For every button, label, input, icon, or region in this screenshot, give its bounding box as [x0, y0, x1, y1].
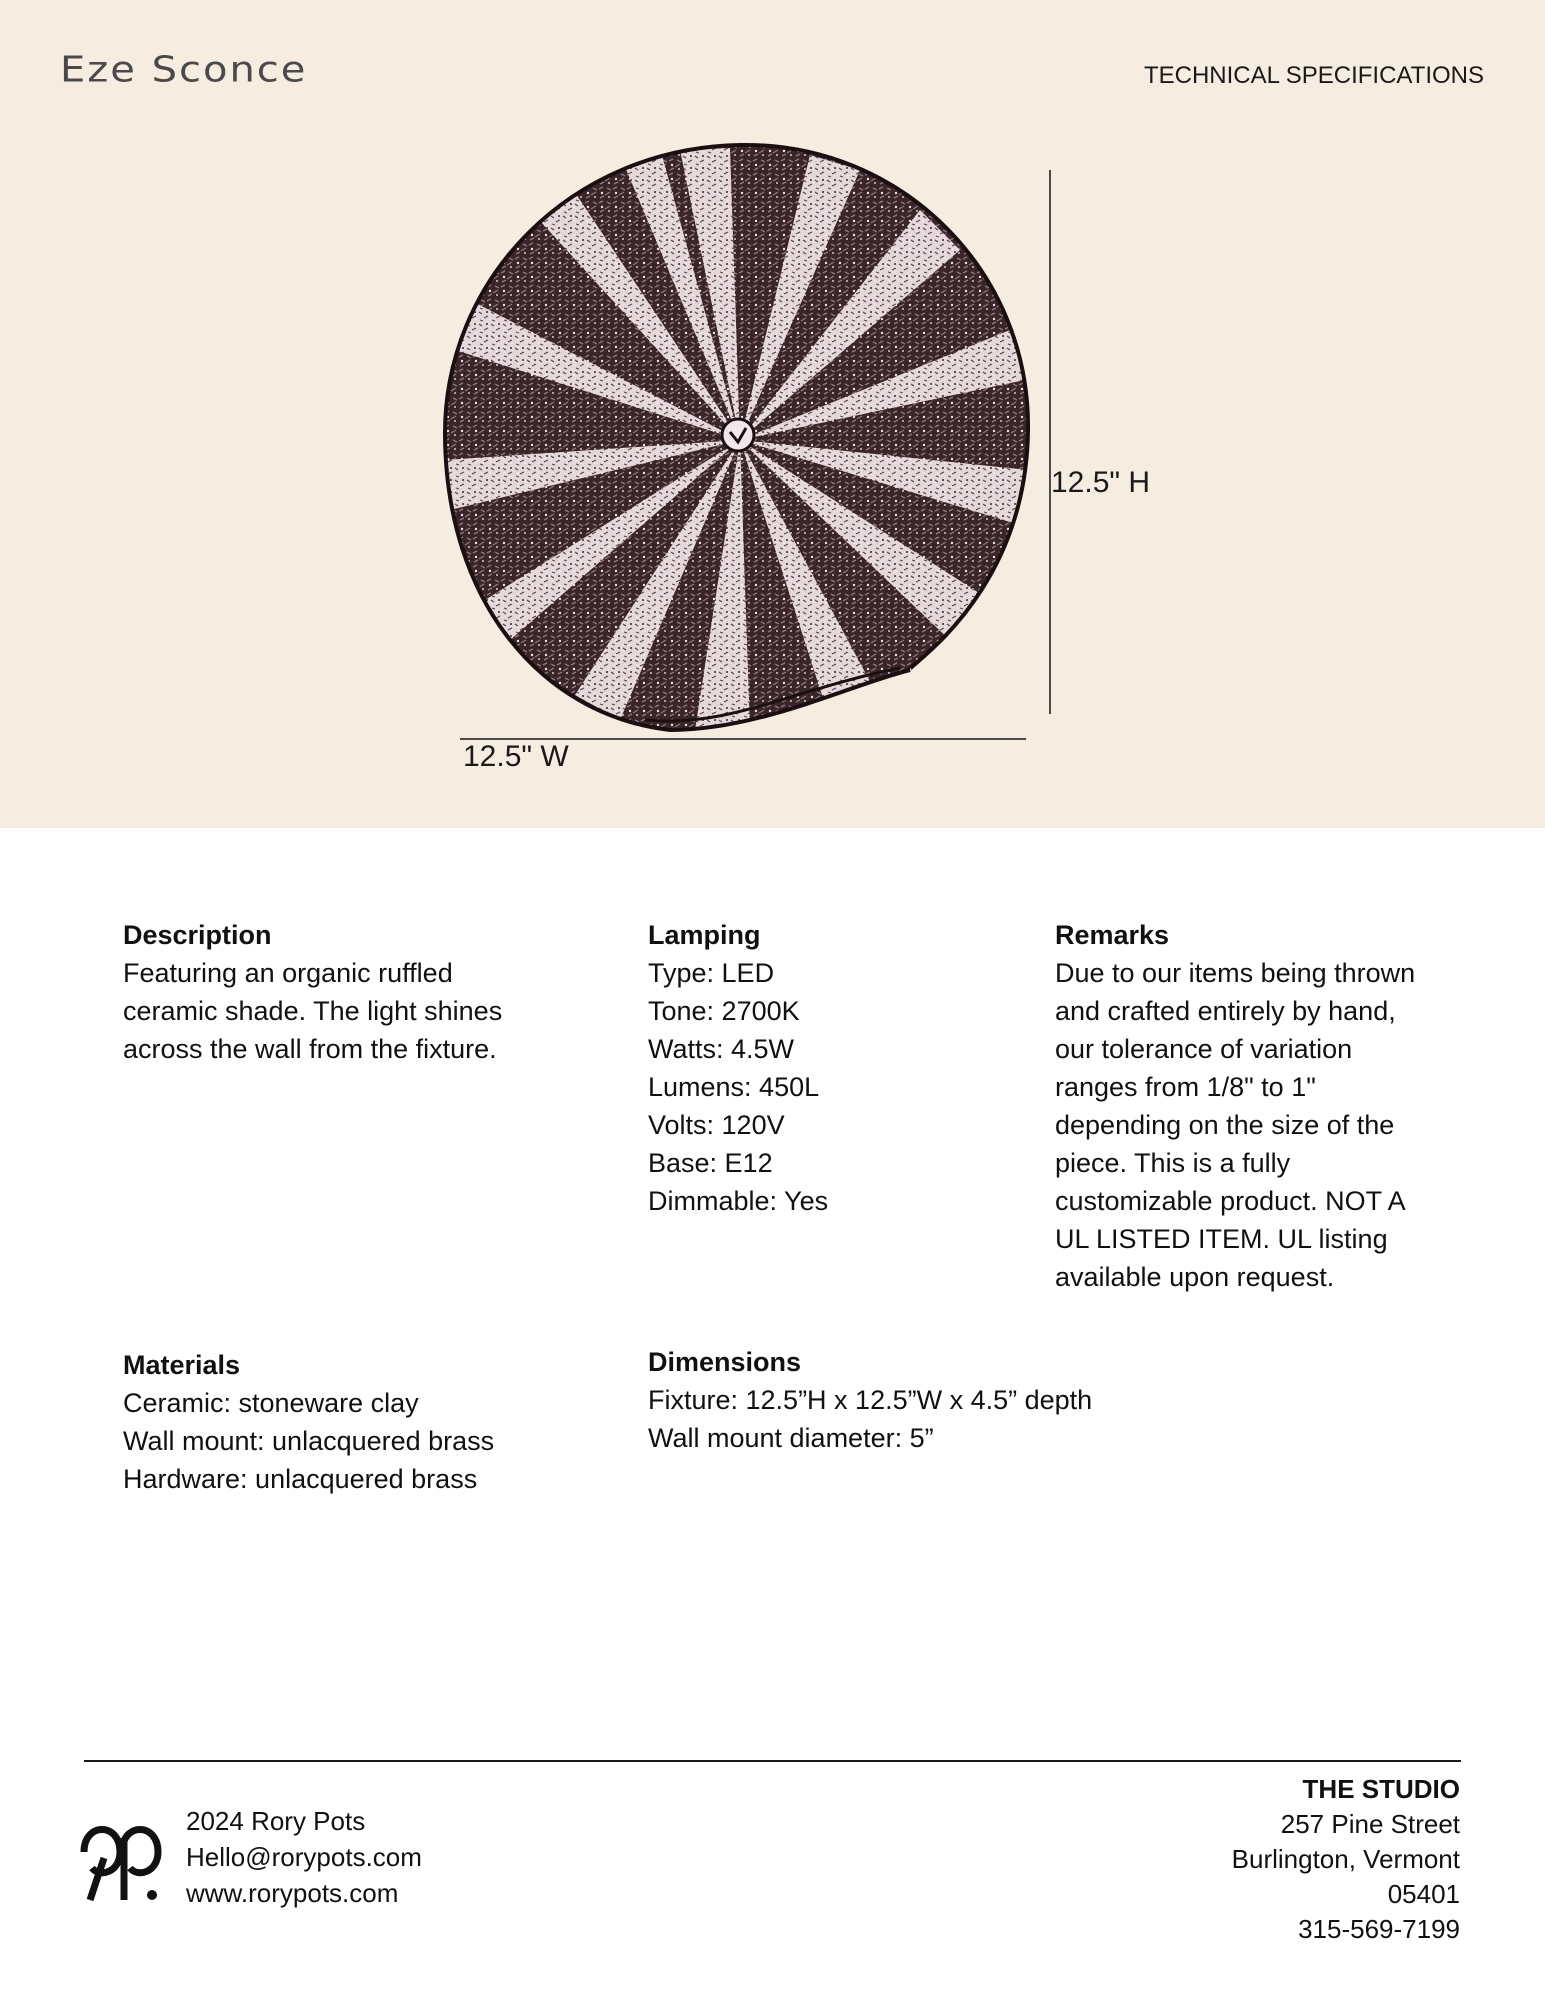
studio-street: 257 Pine Street: [1280, 1809, 1460, 1839]
studio-phone[interactable]: 315-569-7199: [1298, 1914, 1460, 1944]
dimensions-fixture: Fixture: 12.5”H x 12.5”W x 4.5” depth: [648, 1385, 1093, 1415]
description-heading: Description: [123, 920, 272, 950]
footer-studio-address: [1232, 1772, 1460, 1947]
footer-copyright: 2024 Rory Pots: [186, 1806, 366, 1836]
height-dimension-line: [1049, 170, 1051, 714]
sconce-illustration: [430, 130, 1050, 750]
materials-ceramic: Ceramic: stoneware clay: [123, 1388, 419, 1418]
dimensions-wall-mount: Wall mount diameter: 5”: [648, 1423, 934, 1453]
dimensions-section: [648, 1343, 1208, 1457]
rp-logo: [78, 1808, 168, 1904]
product-title: Eze Sconce: [60, 50, 308, 91]
description-section: [123, 916, 543, 1068]
description-text: Featuring an organic ruffled ceramic shade. The light shines across the wall from the fixture.: [123, 958, 503, 1064]
lamping-lumens: Lumens: 450L: [648, 1072, 820, 1102]
footer-contact: [186, 1803, 422, 1911]
footer-email[interactable]: Hello@rorypots.com: [186, 1842, 422, 1872]
lamping-type: Type: LED: [648, 958, 775, 988]
materials-heading: Materials: [123, 1350, 241, 1380]
studio-city: Burlington, Vermont: [1231, 1844, 1460, 1874]
footer-website[interactable]: www.rorypots.com: [186, 1878, 399, 1908]
materials-wall-mount: Wall mount: unlacquered brass: [123, 1426, 495, 1456]
studio-name: THE STUDIO: [1302, 1774, 1460, 1804]
lamping-watts: Watts: 4.5W: [648, 1034, 795, 1064]
remarks-text: Due to our items being thrown and crafted entirely by hand, our tolerance of variation ranges from 1/8" to 1" depending on the size of the piece. This is a fully customizable product. NOT A UL LISTED ITEM. UL listing available upon request.: [1055, 958, 1416, 1292]
remarks-heading: Remarks: [1055, 920, 1170, 950]
hero-panel: [0, 0, 1545, 828]
document-type-label: TECHNICAL SPECIFICATIONS: [1143, 62, 1484, 89]
lamping-volts: Volts: 120V: [648, 1110, 785, 1140]
width-dimension-label: 12.5" W: [463, 740, 569, 773]
remarks-section: [1055, 916, 1425, 1296]
height-dimension-label: 12.5" H: [1051, 466, 1151, 499]
materials-hardware: Hardware: unlacquered brass: [123, 1464, 478, 1494]
materials-section: [123, 1346, 563, 1498]
lamping-base: Base: E12: [648, 1148, 773, 1178]
lamping-section: [648, 916, 1008, 1220]
lamping-heading: Lamping: [648, 920, 761, 950]
studio-zip: 05401: [1387, 1879, 1460, 1909]
lamping-dimmable: Dimmable: Yes: [648, 1186, 829, 1216]
dimensions-heading: Dimensions: [648, 1347, 802, 1377]
footer-divider: [84, 1760, 1461, 1762]
lamping-tone: Tone: 2700K: [648, 996, 800, 1026]
